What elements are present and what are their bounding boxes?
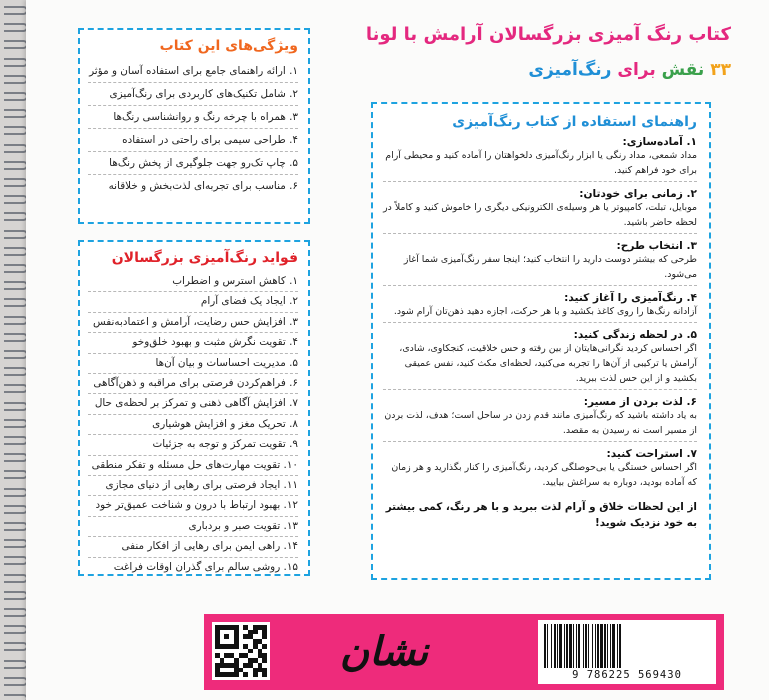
list-item: ۶. فراهم‌کردن فرصتی برای مراقبه و ذهن‌آگاهی	[88, 374, 298, 394]
step-text: به یاد داشته باشید که رنگ‌آمیزی مانند قدم زدن در ساحل است؛ هدف، لذت بردن از مسیر است نه رسیدن به مقصد.	[383, 408, 697, 442]
binding-ring	[4, 126, 28, 135]
step-heading: ۶. لذت بردن از مسیر:	[583, 396, 697, 408]
step-text: مداد شمعی، مداد رنگی یا ابزار رنگ‌آمیزی دلخواهتان را آماده کنید و محیطی آرام برای خود فراهم کنید.	[383, 148, 697, 182]
binding-ring	[4, 109, 28, 118]
binding-ring	[4, 195, 28, 204]
isbn-barcode	[538, 620, 716, 684]
binding-ring	[4, 436, 28, 445]
binding-ring	[4, 574, 28, 583]
benefits-box	[78, 240, 310, 576]
binding-ring	[4, 677, 28, 686]
binding-ring	[4, 161, 28, 170]
barcode-bars	[544, 624, 710, 668]
binding-ring	[4, 6, 28, 15]
subtitle-word-baraye: برای	[617, 60, 656, 80]
binding-ring	[4, 539, 28, 548]
binding-ring	[4, 92, 28, 101]
list-item: ۹. تقویت تمرکز و توجه به جزئیات	[88, 435, 298, 455]
subtitle-number: ۳۳	[710, 60, 731, 80]
binding-ring	[4, 298, 28, 307]
list-item: ۱۳. تقویت صبر و بردباری	[88, 517, 298, 537]
binding-ring	[4, 660, 28, 669]
binding-ring	[4, 264, 28, 273]
list-item: ۱۴. راهی ایمن برای رهایی از افکار منفی	[88, 537, 298, 557]
book-back-cover	[26, 0, 769, 700]
binding-ring	[4, 75, 28, 84]
list-item: ۳. افزایش حس رضایت، آرامش و اعتمادبه‌نفس	[88, 313, 298, 333]
list-item: ۴. طراحی سیمی برای راحتی در استفاده	[88, 129, 298, 152]
binding-ring	[4, 367, 28, 376]
step-text: آزادانه رنگ‌ها را روی کاغذ بکشید و با هر حرکت، اجازه دهید ذهن‌تان آرام شود.	[383, 304, 697, 323]
list-item: ۱. کاهش استرس و اضطراب	[88, 272, 298, 292]
step-heading: ۳. انتخاب طرح:	[616, 240, 697, 252]
binding-ring	[4, 419, 28, 428]
step-heading: ۷. استراحت کنید:	[606, 448, 697, 460]
list-item: ۵. چاپ تک‌رو جهت جلوگیری از پخش رنگ‌ها	[88, 152, 298, 175]
list-item: ۶. مناسب برای تجربه‌ای لذت‌بخش و خلاقانه	[108, 180, 298, 192]
list-item: ۴. تقویت نگرش مثبت و بهبود خلق‌وخو	[88, 333, 298, 353]
binding-ring	[4, 505, 28, 514]
list-item: ۷. افزایش آگاهی ذهنی و تمرکز بر لحظه‌ی حال	[88, 394, 298, 414]
isbn-number: 9 786225 569430	[572, 669, 682, 681]
binding-ring	[4, 350, 28, 359]
binding-ring	[4, 453, 28, 462]
list-item: ۱۰. تقویت مهارت‌های حل مسئله و تفکر منطقی	[88, 456, 298, 476]
step-heading: ۲. زمانی برای خودتان:	[579, 188, 697, 200]
step-text: اگر احساس کردید نگرانی‌هایتان از بین رفته و حس خلاقیت، کنجکاوی، شادی، آرامش یا ترکیبی از آن‌ها را تجربه می‌کنید، لحظه‌ای مکث کنید، نفس عمیقی بکشید و از این حس لذت ببرید.	[383, 341, 697, 390]
binding-ring	[4, 488, 28, 497]
binding-ring	[4, 694, 28, 700]
benefits-title: فواید رنگ‌آمیزی بزرگسالان	[111, 250, 298, 266]
binding-ring	[4, 556, 28, 565]
binding-ring	[4, 230, 28, 239]
step-text: موبایل، تبلت، کامپیوتر یا هر وسیله‌ی الکترونیکی دیگری را خاموش کنید و کاملاً در لحظه حاضر باشید.	[383, 200, 697, 234]
binding-ring	[4, 625, 28, 634]
list-item: ۱۵. روشی سالم برای گذران اوقات فراغت	[113, 560, 298, 573]
step-heading: ۱. آماده‌سازی:	[622, 136, 697, 148]
book-subtitle	[528, 60, 731, 80]
binding-ring	[4, 281, 28, 290]
features-box	[78, 28, 310, 224]
binding-ring	[4, 591, 28, 600]
binding-ring	[4, 212, 28, 221]
list-item: ۱۲. بهبود ارتباط با درون و شناخت عمیق‌تر خود	[88, 496, 298, 516]
binding-ring	[4, 178, 28, 187]
benefits-list	[88, 272, 298, 577]
list-item: ۸. تحریک مغز و افزایش هوشیاری	[88, 415, 298, 435]
guide-box	[371, 102, 711, 580]
book-title: کتاب رنگ آمیزی بزرگسالان آرامش با لونا	[365, 24, 731, 45]
step-heading: ۴. رنگ‌آمیزی را آغاز کنید:	[564, 292, 697, 304]
step-heading: ۵. در لحظه زندگی کنید:	[573, 329, 697, 341]
binding-ring	[4, 522, 28, 531]
step-text: طرحی که بیشتر دوست دارید را انتخاب کنید؛ اینجا سفر رنگ‌آمیزی شما آغاز می‌شود.	[383, 252, 697, 286]
publisher-logo: نشان	[339, 628, 429, 675]
features-title: ویژگی‌های این کتاب	[159, 38, 298, 54]
qr-code[interactable]	[212, 622, 270, 680]
list-item: ۵. مدیریت احساسات و بیان آن‌ها	[88, 354, 298, 374]
features-list	[88, 60, 298, 197]
guide-title: راهنمای استفاده از کتاب رنگ‌آمیزی	[452, 114, 697, 130]
closing-note: از این لحظات خلاق و آرام لذت ببرید و با هر رنگ، کمی بیشتر به خود نزدیک شوید!	[385, 501, 697, 529]
step-text: اگر احساس خستگی یا بی‌حوصلگی کردید، رنگ‌آمیزی را کنار بگذارید و هر زمان که آماده بودید، دوباره به سراغش بیایید.	[391, 462, 697, 488]
binding-ring	[4, 144, 28, 153]
binding-ring	[4, 40, 28, 49]
list-item: ۱. ارائه راهنمای جامع برای استفاده آسان و مؤثر	[88, 60, 298, 83]
list-item: ۳. همراه با چرخه رنگ و روانشناسی رنگ‌ها	[88, 106, 298, 129]
binding-ring	[4, 384, 28, 393]
footer-bar	[204, 614, 724, 690]
list-item: ۱۱. ایجاد فرصتی برای رهایی از دنیای مجازی	[88, 476, 298, 496]
binding-ring	[4, 402, 28, 411]
subtitle-word-rang: رنگ‌آمیزی	[528, 60, 612, 80]
binding-ring	[4, 247, 28, 256]
list-item: ۲. ایجاد یک فضای آرام	[88, 292, 298, 312]
subtitle-word-naqsh: نقش	[661, 60, 705, 80]
binding-ring	[4, 23, 28, 32]
binding-ring	[4, 316, 28, 325]
binding-ring	[4, 58, 28, 67]
binding-ring	[4, 470, 28, 479]
binding-ring	[4, 642, 28, 651]
binding-ring	[4, 333, 28, 342]
binding-ring	[4, 608, 28, 617]
list-item: ۲. شامل تکنیک‌های کاربردی برای رنگ‌آمیزی	[88, 83, 298, 106]
